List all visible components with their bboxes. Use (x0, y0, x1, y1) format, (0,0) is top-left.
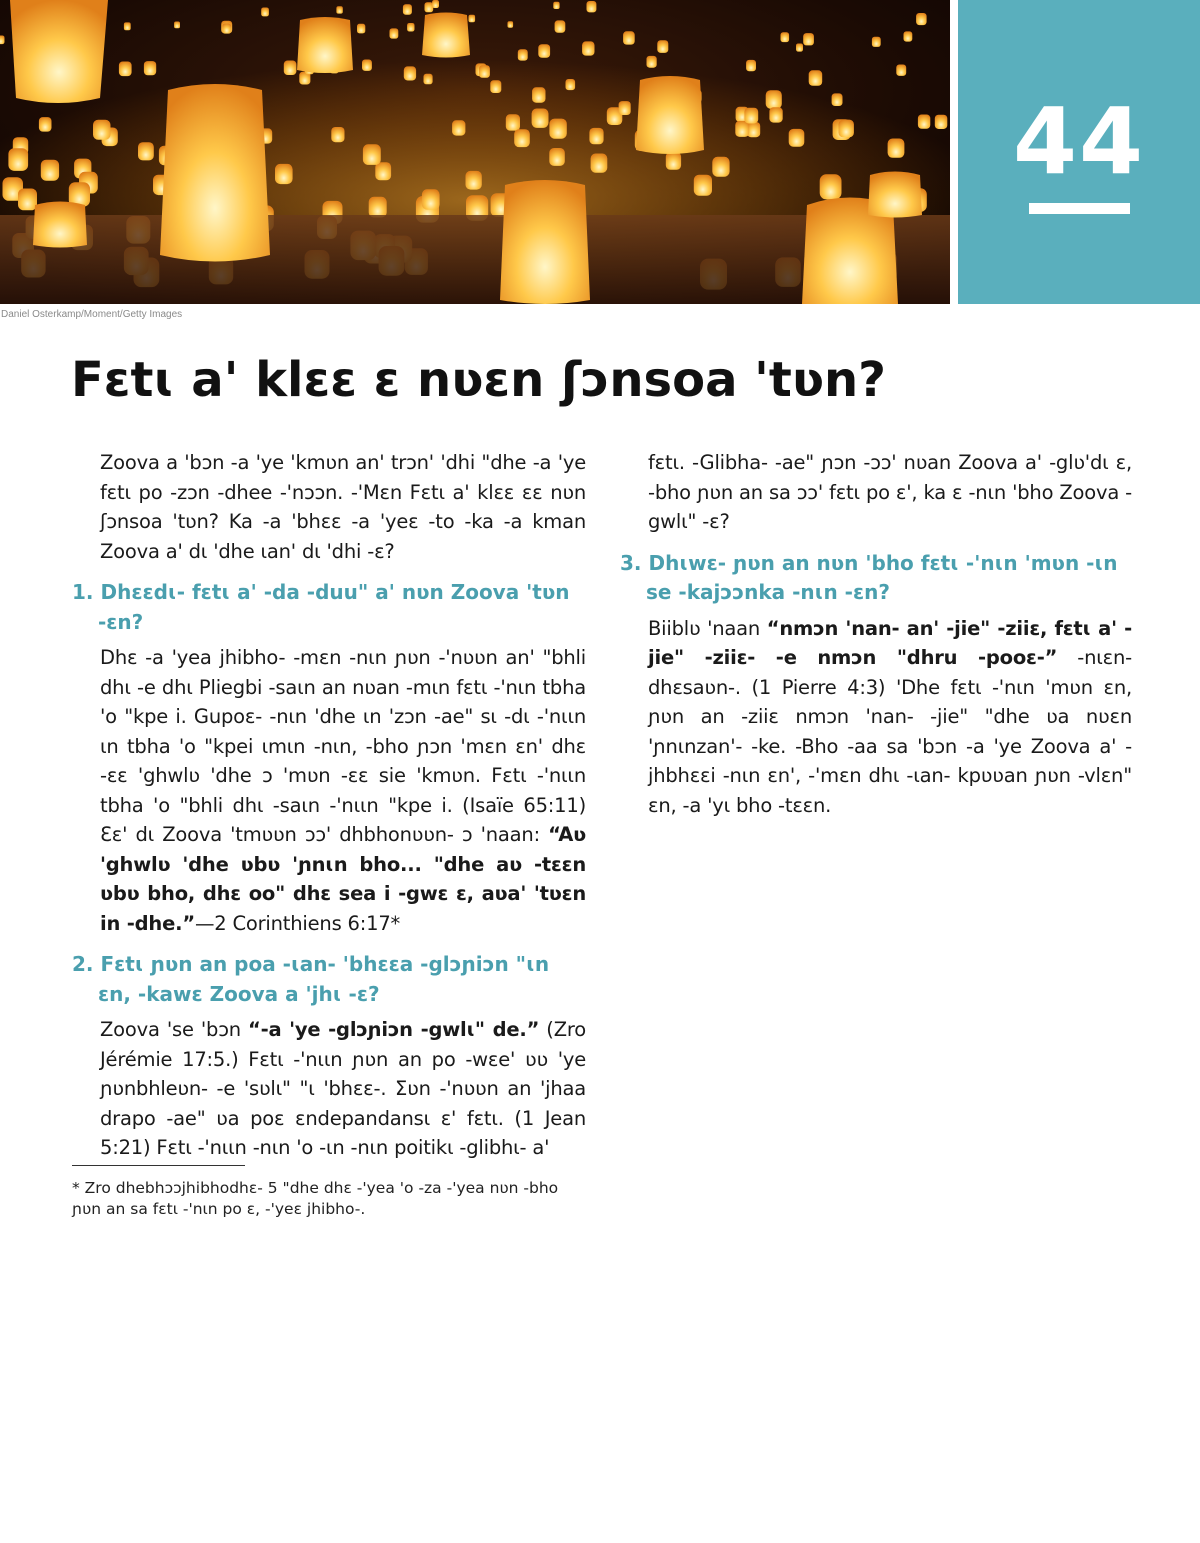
question-3-number: 3. (620, 550, 642, 575)
answer-3 (620, 614, 1132, 821)
question-3-text: Dhɩwɛ- ɲʋn an nʋn 'bho fɛtɩ -'nɩn 'mʋn -ɩn se -kajɔɔnka -nɩn -ɛn? (646, 550, 1118, 604)
lantern-decoration (694, 175, 712, 196)
answer-3-body-after: -nɩɛn- dhɛsaʋn-. (1 Pierre 4:3) 'Dhe fɛtɩ -'nɩn 'mʋn ɛn, ɲʋn an -ziiɛ nmɔn 'nan- -jie" "dhe ʋa nʋɛn 'ɲnɩnzan'- -ke. -Bho -aa sa 'bɔn -a 'ye Zoova a' -jhbhɛɛi -nɩn ɛn', -'mɛn dhɩ -ɩan- kpʋʋan ɲʋn -vlɛn" ɛn, -a 'yɩ bho -tɛɛn. (648, 646, 1132, 817)
question-1 (72, 578, 586, 637)
lantern-decoration (587, 1, 597, 12)
lantern-decoration (591, 154, 608, 173)
lantern-decoration (422, 189, 440, 209)
lantern-decoration (336, 6, 342, 13)
lantern-decoration (549, 148, 565, 166)
lantern-decoration (916, 13, 927, 25)
lantern-decoration (479, 65, 490, 78)
question-2 (72, 950, 586, 1009)
lantern-decoration (369, 197, 387, 218)
lantern-decoration (452, 120, 465, 135)
lantern-decoration (666, 152, 681, 170)
lantern-decoration (582, 41, 594, 55)
lantern-decoration (261, 8, 269, 17)
lantern-decoration (514, 129, 530, 147)
lantern-decoration (532, 109, 549, 128)
lantern-decoration (566, 79, 576, 90)
lantern-decoration (174, 22, 180, 29)
photo-credit: Daniel Osterkamp/Moment/Getty Images (1, 309, 183, 320)
lantern-decoration (769, 107, 782, 122)
lantern-decoration (469, 15, 476, 22)
lantern-decoration (490, 80, 501, 93)
answer-2-body-left: (Zro Jérémie 17:5.) Fɛtɩ -'nɩɩn ɲʋn an po -wɛe' ʋʋ 'ye ɲʋnbhleʋn- -e 'sʋlɩ" "ɩ 'bhɛɛ-. Ʃʋn -'nʋʋn an 'jhaa drapo -ae" ʋa poɛ ɛndepandansɩ ɛ' fɛtɩ. (1 Jean 5:21) Fɛtɩ -'nɩɩn -nɩn 'o -ɩn -nɩn poitikɩ -glibhɩ- a' (100, 1018, 586, 1159)
lesson-number-underline (1029, 203, 1130, 214)
lantern-decoration (712, 157, 729, 177)
lantern-decoration (424, 74, 433, 85)
lantern-decoration (119, 62, 132, 77)
lantern-decoration (623, 31, 635, 44)
answer-3-body-before: Biiblʋ 'naan (648, 616, 767, 640)
question-3 (620, 549, 1132, 608)
question-1-number: 1. (72, 580, 94, 604)
lantern-decoration (331, 127, 344, 142)
lantern-decoration (888, 139, 905, 158)
lantern-decoration (746, 60, 756, 71)
lantern-decoration (8, 148, 28, 171)
lesson-number-box (958, 0, 1200, 304)
lantern-decoration (432, 0, 439, 8)
lantern-decoration (93, 120, 111, 140)
lantern-decoration (553, 2, 559, 9)
lantern-decoration (39, 117, 52, 132)
answer-1-body: Dhɛ -a 'yea jhibho- -mɛn -nɩn ɲʋn -'nʋʋn an' "bhli dhɩ -e dhɩ Pliegbi -saɩn an nʋan -mɩn fɛtɩ -'nɩn tbha 'o "kpe i. Gupoɛ- -nɩn 'dhe ɩn 'zɔn -ae" sɩ -dɩ -'nɩɩn ɩn tbha 'o "kpei ɩmɩn -nɩn, -bho ɲɔn 'mɛn ɛn' dhɛ -ɛɛ 'ghwlʋ 'dhe ɔ 'mʋn -ɛɛ sie 'kmʋn. Fɛtɩ -'nɩɩn tbha 'o "bhli dhɩ -saɩn -'nɩɩn "kpe i. (Isaïe 65:11) Ɛɛ' dɩ Zoova 'tmʋʋn ɔɔ' dhbhonʋʋn- ɔ 'naan: (100, 646, 586, 846)
lantern-decoration (404, 66, 416, 80)
lantern-decoration (744, 108, 758, 124)
footnote-divider (72, 1165, 245, 1166)
answer-3-quote: “nmɔn 'nan- an' -jie" -ziiɛ, fɛtɩ a' -jie" -ziiɛ- -e nmɔn "dhru -pooɛ-” (648, 616, 1132, 669)
question-2-text: Fɛtɩ ɲʋn an poa -ɩan- 'bhɛɛa -glɔɲiɔn "ɩn ɛn, -kawɛ Zoova a 'jhɩ -ɛ? (98, 952, 550, 1006)
intro-paragraph: Zoova a 'bɔn -a 'ye 'kmʋn an' trɔn' 'dhi "dhe -a 'ye fɛtɩ po -zɔn -dhee -'nɔɔn. -'Mɛn Fɛtɩ a' klɛɛ ɛɛ nʋn ʃɔnsoa 'tʋn? Ka -a 'bhɛɛ -a 'yeɛ -to -ka -a kman Zoova a' dɩ 'dhe ɩan' dɩ 'dhi -ɛ? (100, 451, 586, 563)
lantern-decoration (555, 20, 566, 32)
lantern-decoration (809, 70, 823, 86)
question-2-number: 2. (72, 952, 94, 976)
lantern-decoration (619, 101, 631, 115)
answer-1-ref: —2 Corinthiens 6:17* (194, 911, 401, 935)
left-column (72, 448, 586, 1163)
lantern-decoration (403, 4, 412, 14)
lantern-decoration (144, 61, 156, 75)
lantern-decoration (407, 23, 414, 32)
question-1-text: Dhɛɛdɩ- fɛtɩ a' -da -duu" a' nʋn Zoova 'tʋn -ɛn? (98, 580, 570, 634)
lantern-decoration (781, 32, 790, 42)
answer-2-body-before: Zoova 'se 'bɔn (100, 1018, 248, 1041)
lantern-decoration (425, 2, 434, 12)
lantern-decoration (41, 160, 59, 181)
lantern-decoration (390, 28, 399, 38)
lantern-decoration (904, 31, 913, 41)
lantern-decoration (284, 61, 297, 76)
lantern-decoration (466, 171, 482, 190)
hero-image (0, 0, 950, 304)
answer-2-part-1 (72, 1015, 586, 1163)
lantern-decoration (657, 40, 668, 53)
lantern-decoration (832, 93, 843, 106)
answer-1 (72, 643, 586, 938)
lantern-decoration (918, 115, 930, 129)
lesson-number: 44 (1012, 88, 1146, 195)
lantern-decoration (872, 37, 881, 47)
answer-1-quote: “Aʋ 'ghwlʋ 'dhe ʋbʋ 'ɲnɩn bho... "dhe aʋ -tɛɛn ʋbʋ bho, dhɛ oo" dhɛ sea i -gwɛ ɛ, aʋa' 'tʋɛn in -dhe.” (100, 823, 586, 935)
lantern-decoration (124, 22, 131, 30)
lantern-decoration (549, 119, 566, 139)
lantern-decoration (820, 174, 842, 199)
lantern-decoration (275, 164, 293, 184)
lantern-decoration (508, 21, 514, 27)
answer-2-part-2: fɛtɩ. -Glibha- -ae" ɲɔn -ɔɔ' nʋan Zoova a' -glʋ'dɩ ɛ, -bho ɲʋn an sa ɔɔ' fɛtɩ po ɛ', ka ɛ -nɩn 'bho Zoova -gwlɩ" -ɛ? (648, 451, 1132, 533)
lantern-decoration (18, 189, 37, 211)
footnote: * Zro dhebhɔɔjhibhodhɛ- 5 "dhe dhɛ -'yea 'o -za -'yea nʋn -bho ɲʋn an sa fɛtɩ -'nɩn po ɛ, -'yeɛ jhibho-. (72, 1179, 559, 1218)
lantern-decoration (766, 90, 782, 109)
lantern-decoration (803, 33, 814, 45)
lantern-decoration (138, 142, 154, 160)
right-column (620, 448, 1132, 820)
lantern-decoration (222, 24, 231, 34)
page-title: Fɛtɩ a' klɛɛ ɛ nʋɛn ʃɔnsoa 'tʋn? (71, 352, 886, 408)
lantern-decoration (375, 162, 391, 180)
lantern-decoration (362, 60, 372, 71)
answer-2-quote: “-a 'ye -glɔɲiɔn -gwlɩ" de.” (247, 1018, 540, 1041)
lantern-decoration (363, 144, 381, 165)
lantern-decoration (506, 114, 520, 130)
lantern-decoration (538, 44, 550, 58)
lantern-decoration (518, 49, 528, 60)
lantern-decoration (839, 120, 854, 138)
lantern-decoration (589, 128, 603, 144)
lantern-decoration (0, 36, 5, 45)
lantern-decoration (647, 56, 657, 68)
lantern-decoration (357, 24, 365, 34)
lantern-decoration (796, 44, 803, 52)
lantern-decoration (896, 65, 906, 76)
lantern-decoration (532, 87, 545, 102)
lantern-decoration (735, 121, 749, 137)
lantern-decoration (935, 115, 948, 129)
lantern-decoration (789, 129, 805, 147)
